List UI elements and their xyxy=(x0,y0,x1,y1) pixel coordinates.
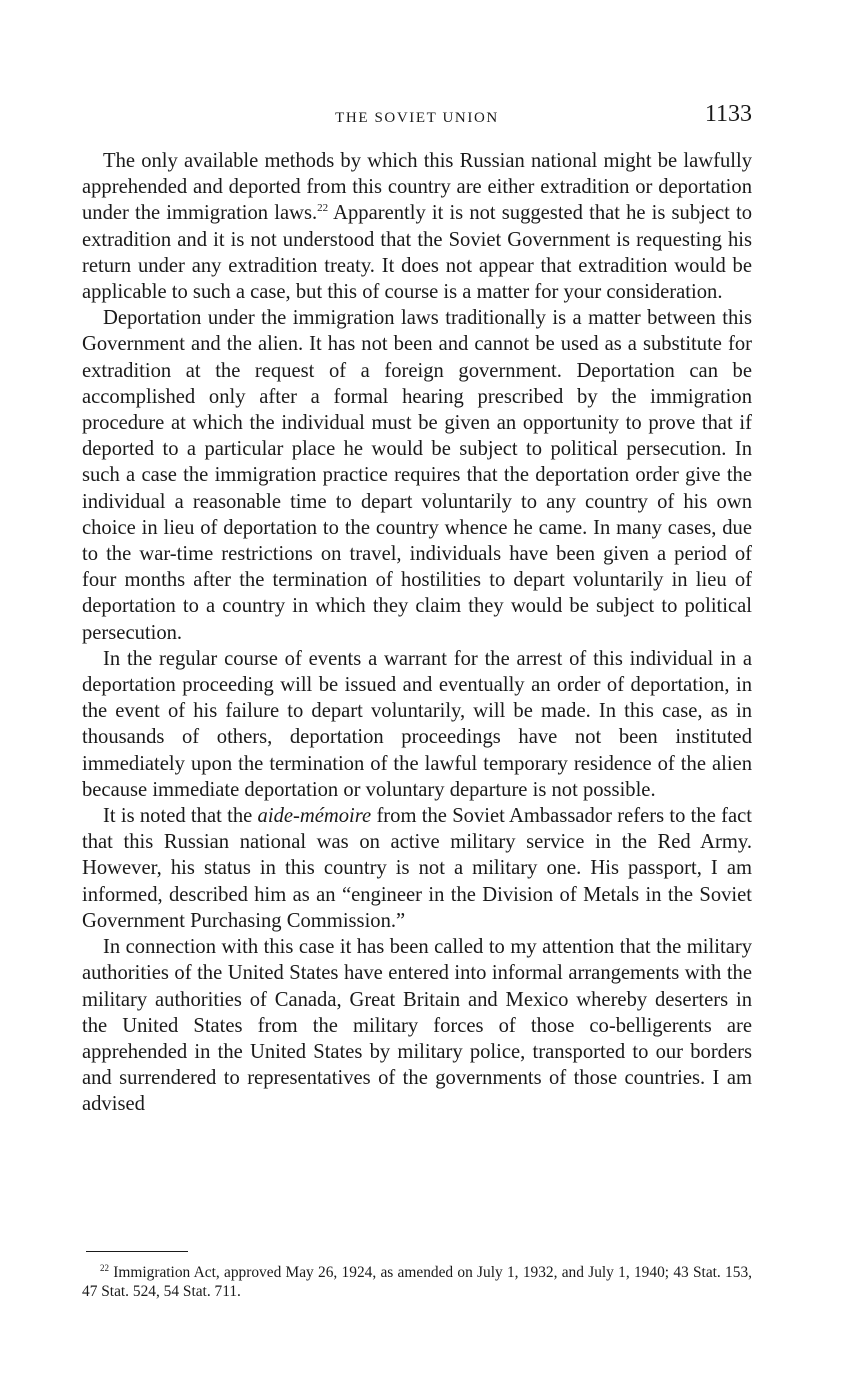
footnote-22 xyxy=(82,1264,752,1301)
footnote-number: 22 xyxy=(100,1262,109,1273)
paragraph-2: Deportation under the immigration laws traditionally is a matter between this Government and the alien. It has not been and cannot be used as a substitute for extradition at the request of a foreign government. Deportation can be accomplished only after a formal hearing prescribed by the immigration procedure at which the individual must be given an opportunity to prove that if deported to a particular place he would be subject to political persecution. In such a case the immigration practice requires that the deportation order give the individual a reasonable time to depart voluntarily to any country of his own choice in lieu of deportation to the country whence he came. In many cases, due to the war-time restrictions on travel, individuals have been given a period of four months after the termination of hostilities to depart voluntarily in lieu of deportation to a country in which they claim they would be subject to political persecution. xyxy=(82,307,752,644)
footnote xyxy=(82,1264,752,1301)
aide-memoire-term: aide-mémoire xyxy=(257,805,372,828)
paragraph-3: In the regular course of events a warrant for the arrest of this individual in a deportation proceeding will be issued and eventually an order of deportation, in the event of his failure to depart voluntarily, will be made. In this case, as in thousands of others, deportation proceedings have not been instituted immediately upon the termination of the lawful temporary residence of the alien because immediate deportation or voluntary departure is not possible. xyxy=(82,647,752,801)
paragraph-1 xyxy=(82,148,752,305)
footnote-rule xyxy=(86,1251,188,1252)
paragraph-4-text-start: It is noted that the xyxy=(103,805,258,828)
page-number: 1133 xyxy=(704,101,752,127)
paragraph-1-text-start: The only available methods by which this Russian national might be lawfully apprehended and deported from this country are either extradition or deportation under the immigration laws. xyxy=(82,150,752,225)
body-text xyxy=(82,148,752,1118)
paragraph-4 xyxy=(82,803,752,934)
paragraph-4-text-end: from the Soviet Ambassador refers to the fact that this Russian national was on active military service in the Red Army. However, his status in this country is not a military one. His passport, I am informed, described him as an “engineer in the Division of Metals in the Soviet Government Purchasing Commission.” xyxy=(82,805,752,932)
paragraph-1-text-end: Apparently it is not suggested that he is subject to extradition and it is not understood that the Soviet Government is requesting his return under any extradition treaty. It does not appear that extradition would be applicable to such a case, but this of course is a matter for your consideration. xyxy=(82,202,753,304)
footnote-reference: 22 xyxy=(317,202,329,215)
paragraph-5: In connection with this case it has been called to my attention that the military authorities of the United States have entered into informal arrangements with the military authorities of Canada, Great Britain and Mexico whereby deserters in the United States from the military forces of those co-belligerents are apprehended in the United States by military police, transported to our borders and surrendered to representatives of the governments of those countries. I am advised xyxy=(82,936,752,1116)
footnote-text: Immigration Act, approved May 26, 1924, as amended on July 1, 1932, and July 1, 1940; 43 Stat. 153, 47 Stat. 524, 54 Stat. 711. xyxy=(82,1264,752,1300)
running-title: THE SOVIET UNION xyxy=(335,110,499,126)
running-head xyxy=(82,100,752,134)
